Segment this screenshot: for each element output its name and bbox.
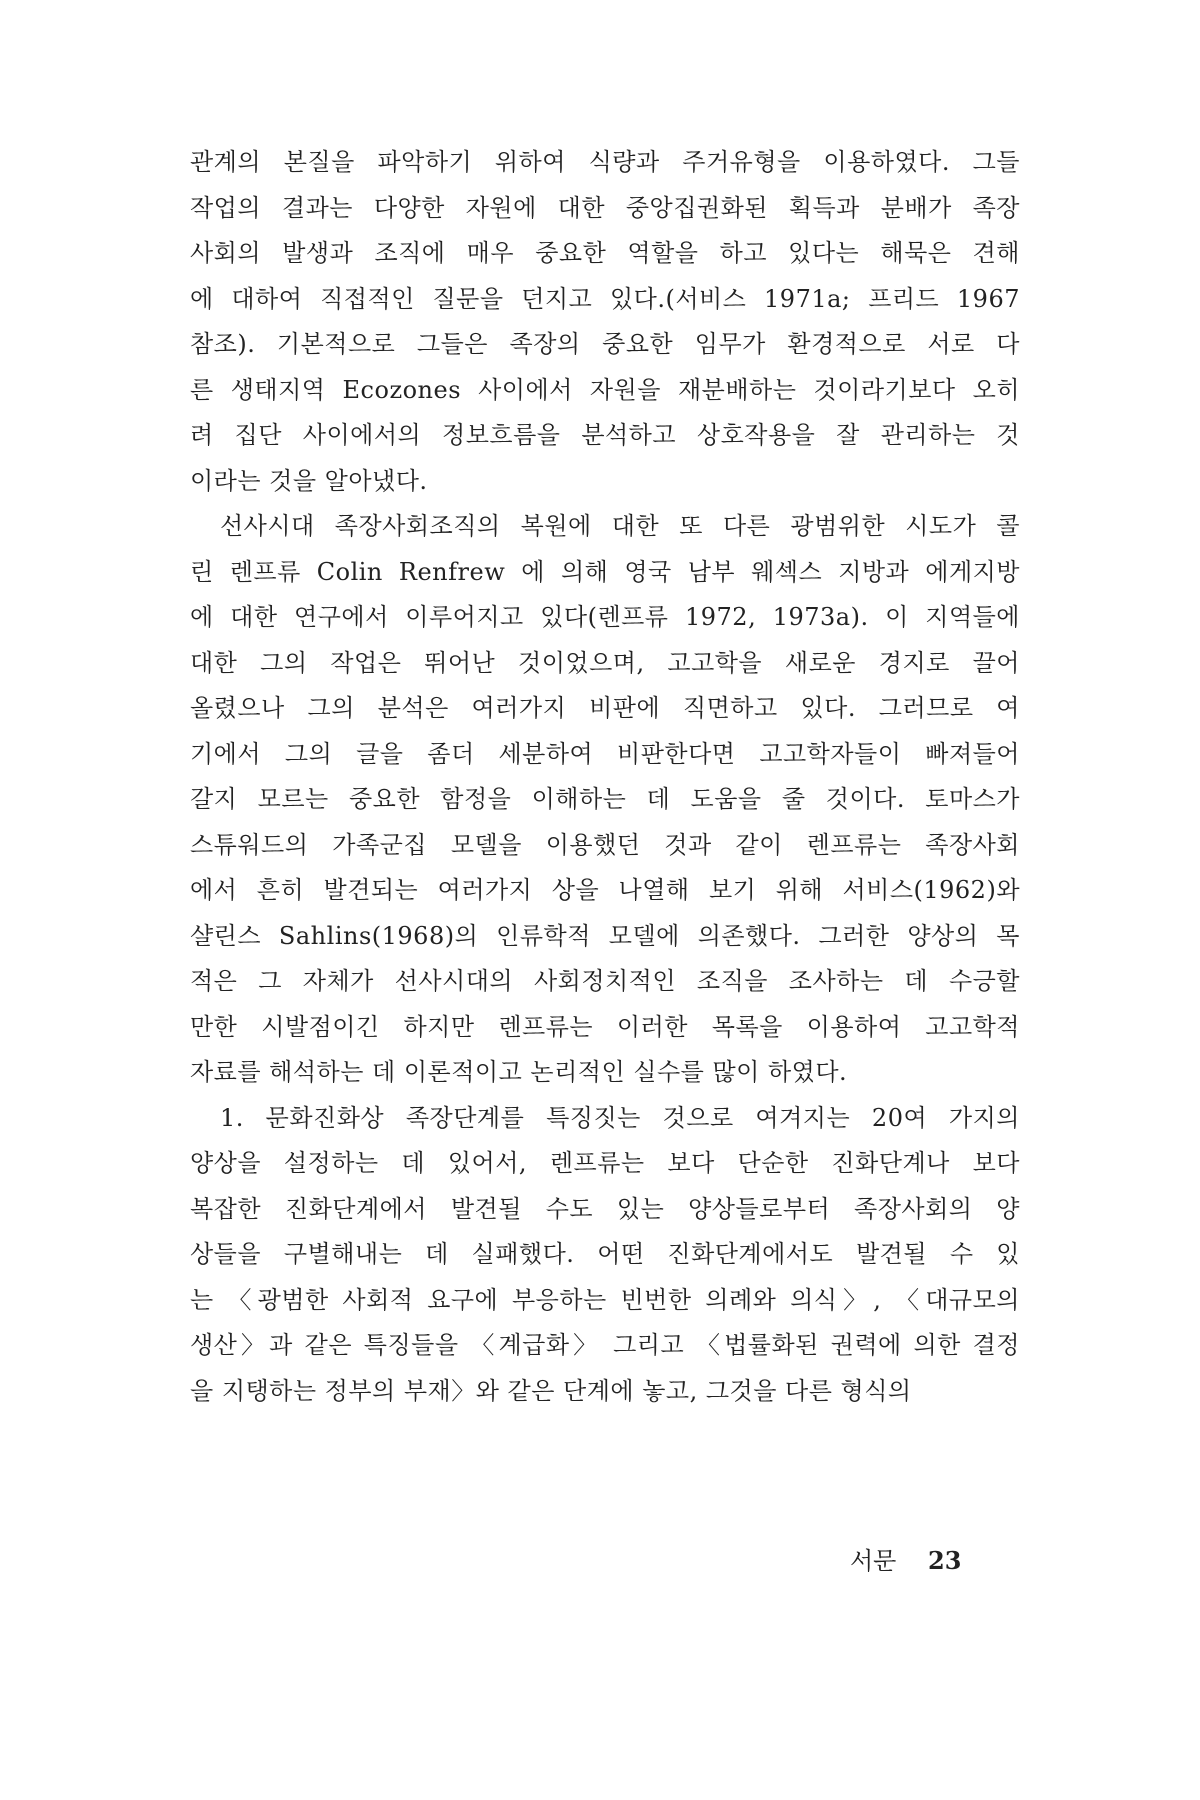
paragraph: [190, 504, 1020, 1096]
text-line: 올렸으나 그의 분석은 여러가지 비판에 직면하고 있다. 그러므로 여: [190, 694, 1020, 722]
text-line: 작업의 결과는 다양한 자원에 대한 중앙집권화된 획득과 분배가 족장: [190, 193, 1020, 222]
text-line: 에 대하여 직접적인 질문을 던지고 있다.(서비스 1971a; 프리드 1967: [190, 284, 1020, 313]
text-line: 복잡한 진화단계에서 발견될 수도 있는 양상들로부터 족장사회의 양: [190, 1194, 1020, 1223]
text-line: 참조). 기본적으로 그들은 족장의 중요한 임무가 환경적으로 서로 다: [190, 330, 1020, 358]
text-line: 선사시대 족장사회조직의 복원에 대한 또 다른 광범위한 시도가 콜: [220, 512, 1020, 540]
text-line: 1. 문화진화상 족장단계를 특징짓는 것으로 여겨지는 20여 가지의: [220, 1103, 1020, 1132]
page-footer: [850, 1545, 961, 1577]
text-line: 린 렌프류 Colin Renfrew 에 의해 영국 남부 웨섹스 지방과 에게지방: [190, 557, 1020, 586]
text-line: 른 생태지역 Ecozones 사이에서 자원을 재분배하는 것이라기보다 오히: [190, 375, 1020, 404]
text-line: 갈지 모르는 중요한 함정을 이해하는 데 도움을 줄 것이다. 토마스가: [190, 785, 1020, 813]
text-line: 스튜워드의 가족군집 모델을 이용했던 것과 같이 렌프류는 족장사회: [190, 830, 1020, 859]
page-number: 23: [928, 1546, 962, 1575]
text-line: 만한 시발점이긴 하지만 렌프류는 이러한 목록을 이용하여 고고학적: [190, 1012, 1020, 1041]
section-title: 서문: [850, 1547, 897, 1575]
text-line: 적은 그 자체가 선사시대의 사회정치적인 조직을 조사하는 데 수긍할: [190, 967, 1020, 995]
text-line: 양상을 설정하는 데 있어서, 렌프류는 보다 단순한 진화단계나 보다: [190, 1149, 1020, 1177]
text-line: 자료를 해석하는 데 이론적이고 논리적인 실수를 많이 하였다.: [190, 1058, 848, 1086]
text-line: 사회의 발생과 조직에 매우 중요한 역할을 하고 있다는 해묵은 견해: [190, 239, 1020, 267]
text-line: 에 대한 연구에서 이루어지고 있다(렌프류 1972, 1973a). 이 지역들에: [190, 603, 1020, 631]
text-line: 이라는 것을 알아냈다.: [190, 466, 428, 495]
text-line: 기에서 그의 글을 좀더 세분하여 비판한다면 고고학자들이 빠져들어: [190, 739, 1020, 768]
paragraph: [190, 140, 1020, 504]
text-line: 샬린스 Sahlins(1968)의 인류학적 모델에 의존했다. 그러한 양상의 목: [190, 921, 1020, 950]
text-line: 대한 그의 작업은 뛰어난 것이었으며, 고고학을 새로운 경지로 끌어: [190, 648, 1020, 677]
paragraph: [190, 1096, 1020, 1415]
text-line: 려 집단 사이에서의 정보흐름을 분석하고 상호작용을 잘 관리하는 것: [190, 421, 1020, 449]
text-line: 관계의 본질을 파악하기 위하여 식량과 주거유형을 이용하였다. 그들: [190, 148, 1020, 176]
text-line: 상들을 구별해내는 데 실패했다. 어떤 진화단계에서도 발견될 수 있: [190, 1240, 1020, 1268]
text-line: 에서 흔히 발견되는 여러가지 상을 나열해 보기 위해 서비스(1962)와: [190, 876, 1020, 904]
text-line: 생산〉과 같은 특징들을 〈계급화〉 그리고 〈법률화된 권력에 의한 결정: [190, 1331, 1020, 1359]
text-line: 는 〈광범한 사회적 요구에 부응하는 빈번한 의례와 의식〉, 〈대규모의: [190, 1285, 1020, 1314]
text-line: 을 지탱하는 정부의 부재〉와 같은 단계에 놓고, 그것을 다른 형식의: [190, 1376, 912, 1405]
body-text: [190, 140, 1020, 1414]
